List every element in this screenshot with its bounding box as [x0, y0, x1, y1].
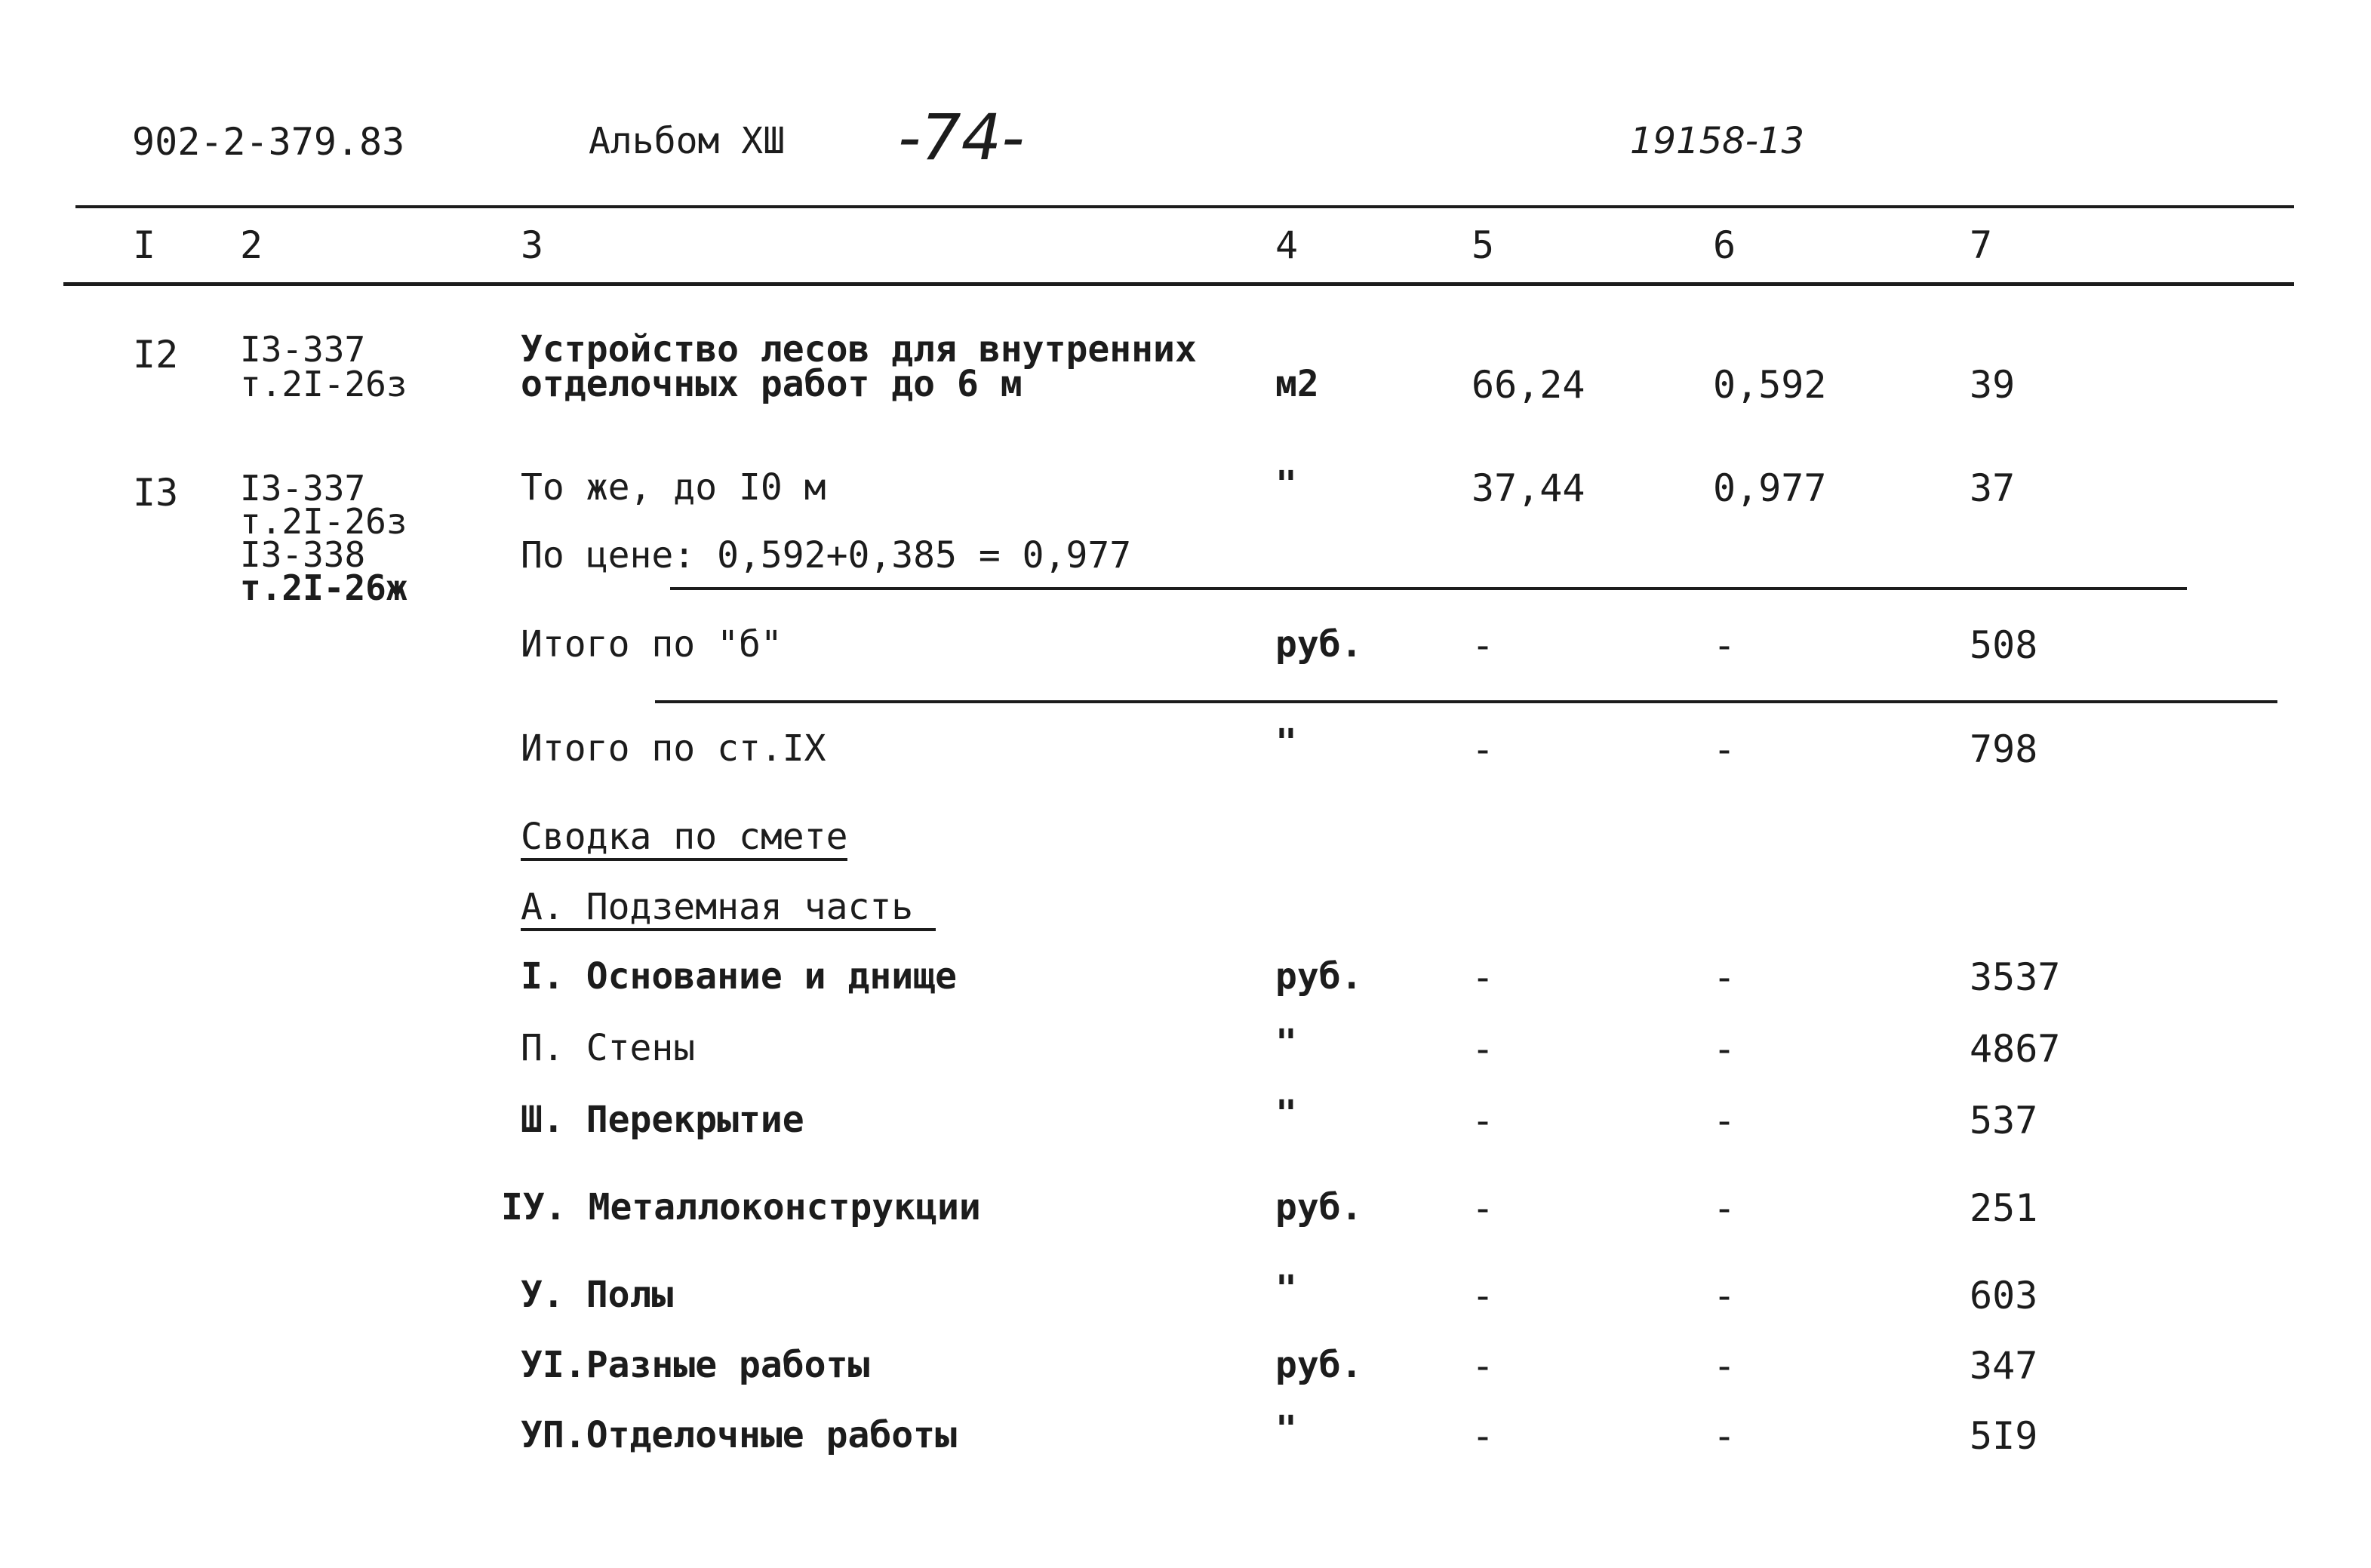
total-cell: 537 [1970, 1099, 2038, 1142]
norm-code: I3-337 т.2I-26з [240, 329, 407, 404]
total-cell: 798 [1970, 727, 2038, 771]
quantity-cell: - [1471, 1344, 1495, 1388]
item-label: УI.Разные работы [521, 1344, 870, 1386]
column-number: 6 [1713, 223, 1736, 267]
unit-cell: м2 [1275, 363, 1319, 405]
quantity-cell: 37,44 [1471, 466, 1585, 510]
price-cell: - [1713, 727, 1736, 771]
subtotal-rule [670, 587, 2187, 590]
item-label: УП.Отделочные работы [521, 1414, 957, 1456]
column-number: I [133, 223, 156, 267]
quantity-cell: - [1471, 1099, 1495, 1142]
price-cell: 0,977 [1713, 466, 1827, 510]
top-rule [75, 205, 2294, 208]
quantity-cell: - [1471, 623, 1495, 667]
unit-cell: " [1275, 1408, 1297, 1450]
price-cell: - [1713, 1344, 1736, 1388]
page-number-mark: -74- [898, 100, 1025, 174]
total-label: Итого по ст.IX [521, 727, 826, 770]
unit-cell: " [1275, 1022, 1297, 1064]
norm-code: I3-337 т.2I-26з I3-338 т.2I-26ж [240, 468, 407, 608]
item-label: П. Стены [521, 1027, 696, 1069]
price-cell: - [1713, 1274, 1736, 1317]
total-label: Итого по "б" [521, 623, 783, 666]
column-number: 4 [1275, 223, 1299, 267]
price-cell: - [1713, 1099, 1736, 1142]
price-cell: - [1713, 1186, 1736, 1230]
item-label: Ш. Перекрытие [521, 1099, 804, 1141]
unit-cell: руб. [1275, 955, 1363, 998]
quantity-cell: - [1471, 1414, 1495, 1458]
unit-cell: руб. [1275, 1186, 1363, 1228]
item-label: У. Полы [521, 1274, 674, 1316]
price-cell: - [1713, 955, 1736, 999]
price-cell: 0,592 [1713, 363, 1827, 407]
column-number: 2 [240, 223, 263, 267]
unit-cell: руб. [1275, 1344, 1363, 1386]
item-label: I. Основание и днище [521, 955, 957, 998]
column-number: 5 [1471, 223, 1495, 267]
row-number: I2 [133, 333, 179, 377]
price-cell: - [1713, 623, 1736, 667]
unit-cell: " [1275, 721, 1297, 764]
total-cell: 3537 [1970, 955, 2061, 999]
price-cell: - [1713, 1414, 1736, 1458]
work-description: Устройство лесов для внутренних отделочных работ до 6 м [521, 328, 1197, 405]
total-cell: 39 [1970, 363, 2016, 407]
summary-title: Сводка по смете [521, 819, 847, 861]
total-cell: 4867 [1970, 1027, 2061, 1071]
total-cell: 603 [1970, 1274, 2038, 1317]
quantity-cell: - [1471, 1186, 1495, 1230]
unit-cell: " [1275, 1093, 1297, 1135]
work-description: То же, до I0 м [521, 466, 826, 509]
archive-number: 19158-13 [1630, 120, 1805, 162]
item-label: IУ. Металлоконструкции [501, 1186, 981, 1228]
quantity-cell: - [1471, 1274, 1495, 1317]
quantity-cell: - [1471, 955, 1495, 999]
unit-cell: " [1275, 1268, 1297, 1310]
total-rule [655, 700, 2277, 703]
section-heading: А. Подземная часть [521, 889, 936, 931]
quantity-cell: 66,24 [1471, 363, 1585, 407]
total-cell: 251 [1970, 1186, 2038, 1230]
total-cell: 508 [1970, 623, 2038, 667]
total-cell: 347 [1970, 1344, 2038, 1388]
total-cell: 5I9 [1970, 1414, 2038, 1458]
album-label: Альбом ХШ [589, 120, 786, 162]
price-note: По цене: 0,592+0,385 = 0,977 [521, 534, 1132, 576]
total-cell: 37 [1970, 466, 2016, 510]
document-code: 902-2-379.83 [132, 120, 405, 164]
header-bottom-rule [63, 282, 2294, 286]
column-number: 7 [1970, 223, 1993, 267]
unit-cell: руб. [1275, 623, 1363, 666]
row-number: I3 [133, 471, 179, 515]
quantity-cell: - [1471, 727, 1495, 771]
quantity-cell: - [1471, 1027, 1495, 1071]
unit-cell: " [1275, 463, 1297, 506]
column-number: 3 [521, 223, 544, 267]
price-cell: - [1713, 1027, 1736, 1071]
